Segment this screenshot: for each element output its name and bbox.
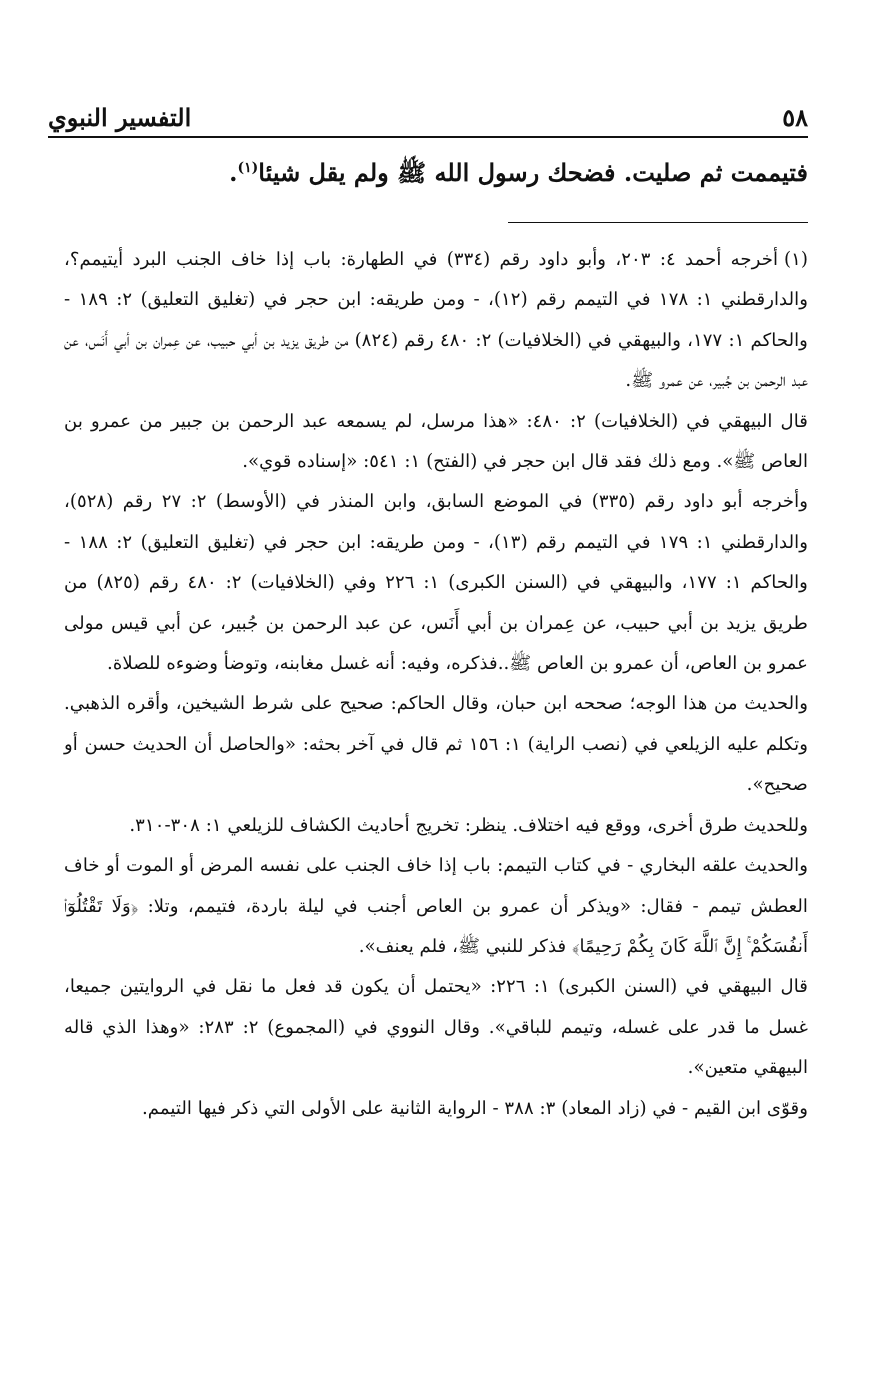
footnote-paragraph: والحديث من هذا الوجه؛ صححه ابن حبان، وقال الحاكم: صحيح على شرط الشيخين، وأقره الذهبي. وتكلم عليه الزيلعي في (نصب الراية) ١: ١٥٦ ثم قال في آخر بحثه: «والحاصل أن الحديث حسن أو صحيح». <box>64 693 808 796</box>
footnote-number: (١) <box>784 249 808 270</box>
page-number: ٥٨ <box>782 103 808 132</box>
footnote-paragraph: قال البيهقي في (الخلافيات) ٢: ٤٨٠: «هذا مرسل، لم يسمعه عبد الرحمن بن جبير من عمرو بن العاص ﷺ». ومع ذلك فقد قال ابن حجر في (الفتح) ١: ٥٤١: «إسناده قوي». <box>64 410 808 473</box>
footnote-paragraph: قال البيهقي في (السنن الكبرى) ١: ٢٢٦: «يحتمل أن يكون قد فعل ما نقل في الروايتين جميعا، غسل ما قدر على غسله، وتيمم للباقي». وقال النووي في (المجموع) ٢: ٢٨٣: «وهذا الذي قاله البيهقي متعين». <box>64 976 809 1079</box>
footnote-paragraph: وأخرجه أبو داود رقم (٣٣٥) في الموضع السابق، وابن المنذر في (الأوسط) ٢: ٢٧ رقم (٥٢٨)، والدارقطني ١: ١٧٩ في التيمم رقم (١٣)، - ومن طريقه: ابن حجر في (تغليق التعليق) ٢: ١٨٨ - والحاكم ١: ١٧٧، والبيهقي في (السنن الكبرى) ١: ٢٢٦ وفي (الخلافيات) ٢: ٤٨٠ رقم (٨٢٥) من طريق يزيد بن أبي حبيب، عن عِمران بن أبي أَنَس، عن عبد الرحمن بن جُبير، عن أبي قيس مولى عمرو بن العاص، أن عمرو بن العاص ﷺ..فذكره، وفيه: أنه غسل مغابنه، وتوضأ وضوءه للصلاة. <box>64 491 808 675</box>
footnote-paragraph: وقوّى ابن القيم - في (زاد المعاد) ٣: ٣٨٨ - الرواية الثانية على الأولى التي ذكر فيها التيمم. <box>141 1097 808 1119</box>
footnote-paragraph: والحديث علقه البخاري - في كتاب التيمم: باب إذا خاف الجنب على نفسه المرض أو الموت أو خاف العطش تيمم - فقال: «ويذكر أن عمرو بن العاص أجنب في ليلة باردة، فتيمم، وتلا: ﴿وَلَا تَقْتُلُوٓا۟ أَنفُسَكُمْ ۚ إِنَّ ٱللَّهَ كَانَ بِكُمْ رَحِيمًا﴾ فذكر للنبي ﷺ، فلم يعنف». <box>64 855 808 957</box>
footnote-paragraph <box>64 240 808 402</box>
footnote-separator <box>508 222 808 223</box>
running-title: التفسير النبوي <box>48 103 192 132</box>
footnote-paragraph: وللحديث طرق أخرى، ووقع فيه اختلاف. ينظر: تخريج أحاديث الكشاف للزيلعي ١: ٣٠٨-٣١٠. <box>129 814 808 836</box>
footnote-reference: (١) <box>237 160 259 176</box>
main-text-line: فتيممت ثم صليت. فضحك رسول الله ﷺ ولم يقل شيئا <box>258 158 808 187</box>
main-text-end: . <box>229 158 238 187</box>
page-header <box>48 100 808 138</box>
footnotes-section <box>64 240 808 1129</box>
main-text <box>40 148 808 193</box>
footnote-text: أخرجه أحمد ٤: ٢٠٣، وأبو داود رقم (٣٣٤) في الطهارة: باب إذا خاف الجنب البرد أيتيمم؟، والدارقطني ١: ١٧٨ في التيمم رقم (١٢)، - ومن طريقه: ابن حجر في (تغليق التعليق) ٢: ١٨٩ - والحاكم ١: ١٧٧، والبيهقي في (الخلافيات) ٢: ٤٨٠ رقم (٨٢٤) من طريق يزيد بن أبي حبيب، عن عِمران بن أبي أَنَس، عن عبد الرحمن بن جُبير، عن عمرو ﷺ. <box>64 249 808 392</box>
